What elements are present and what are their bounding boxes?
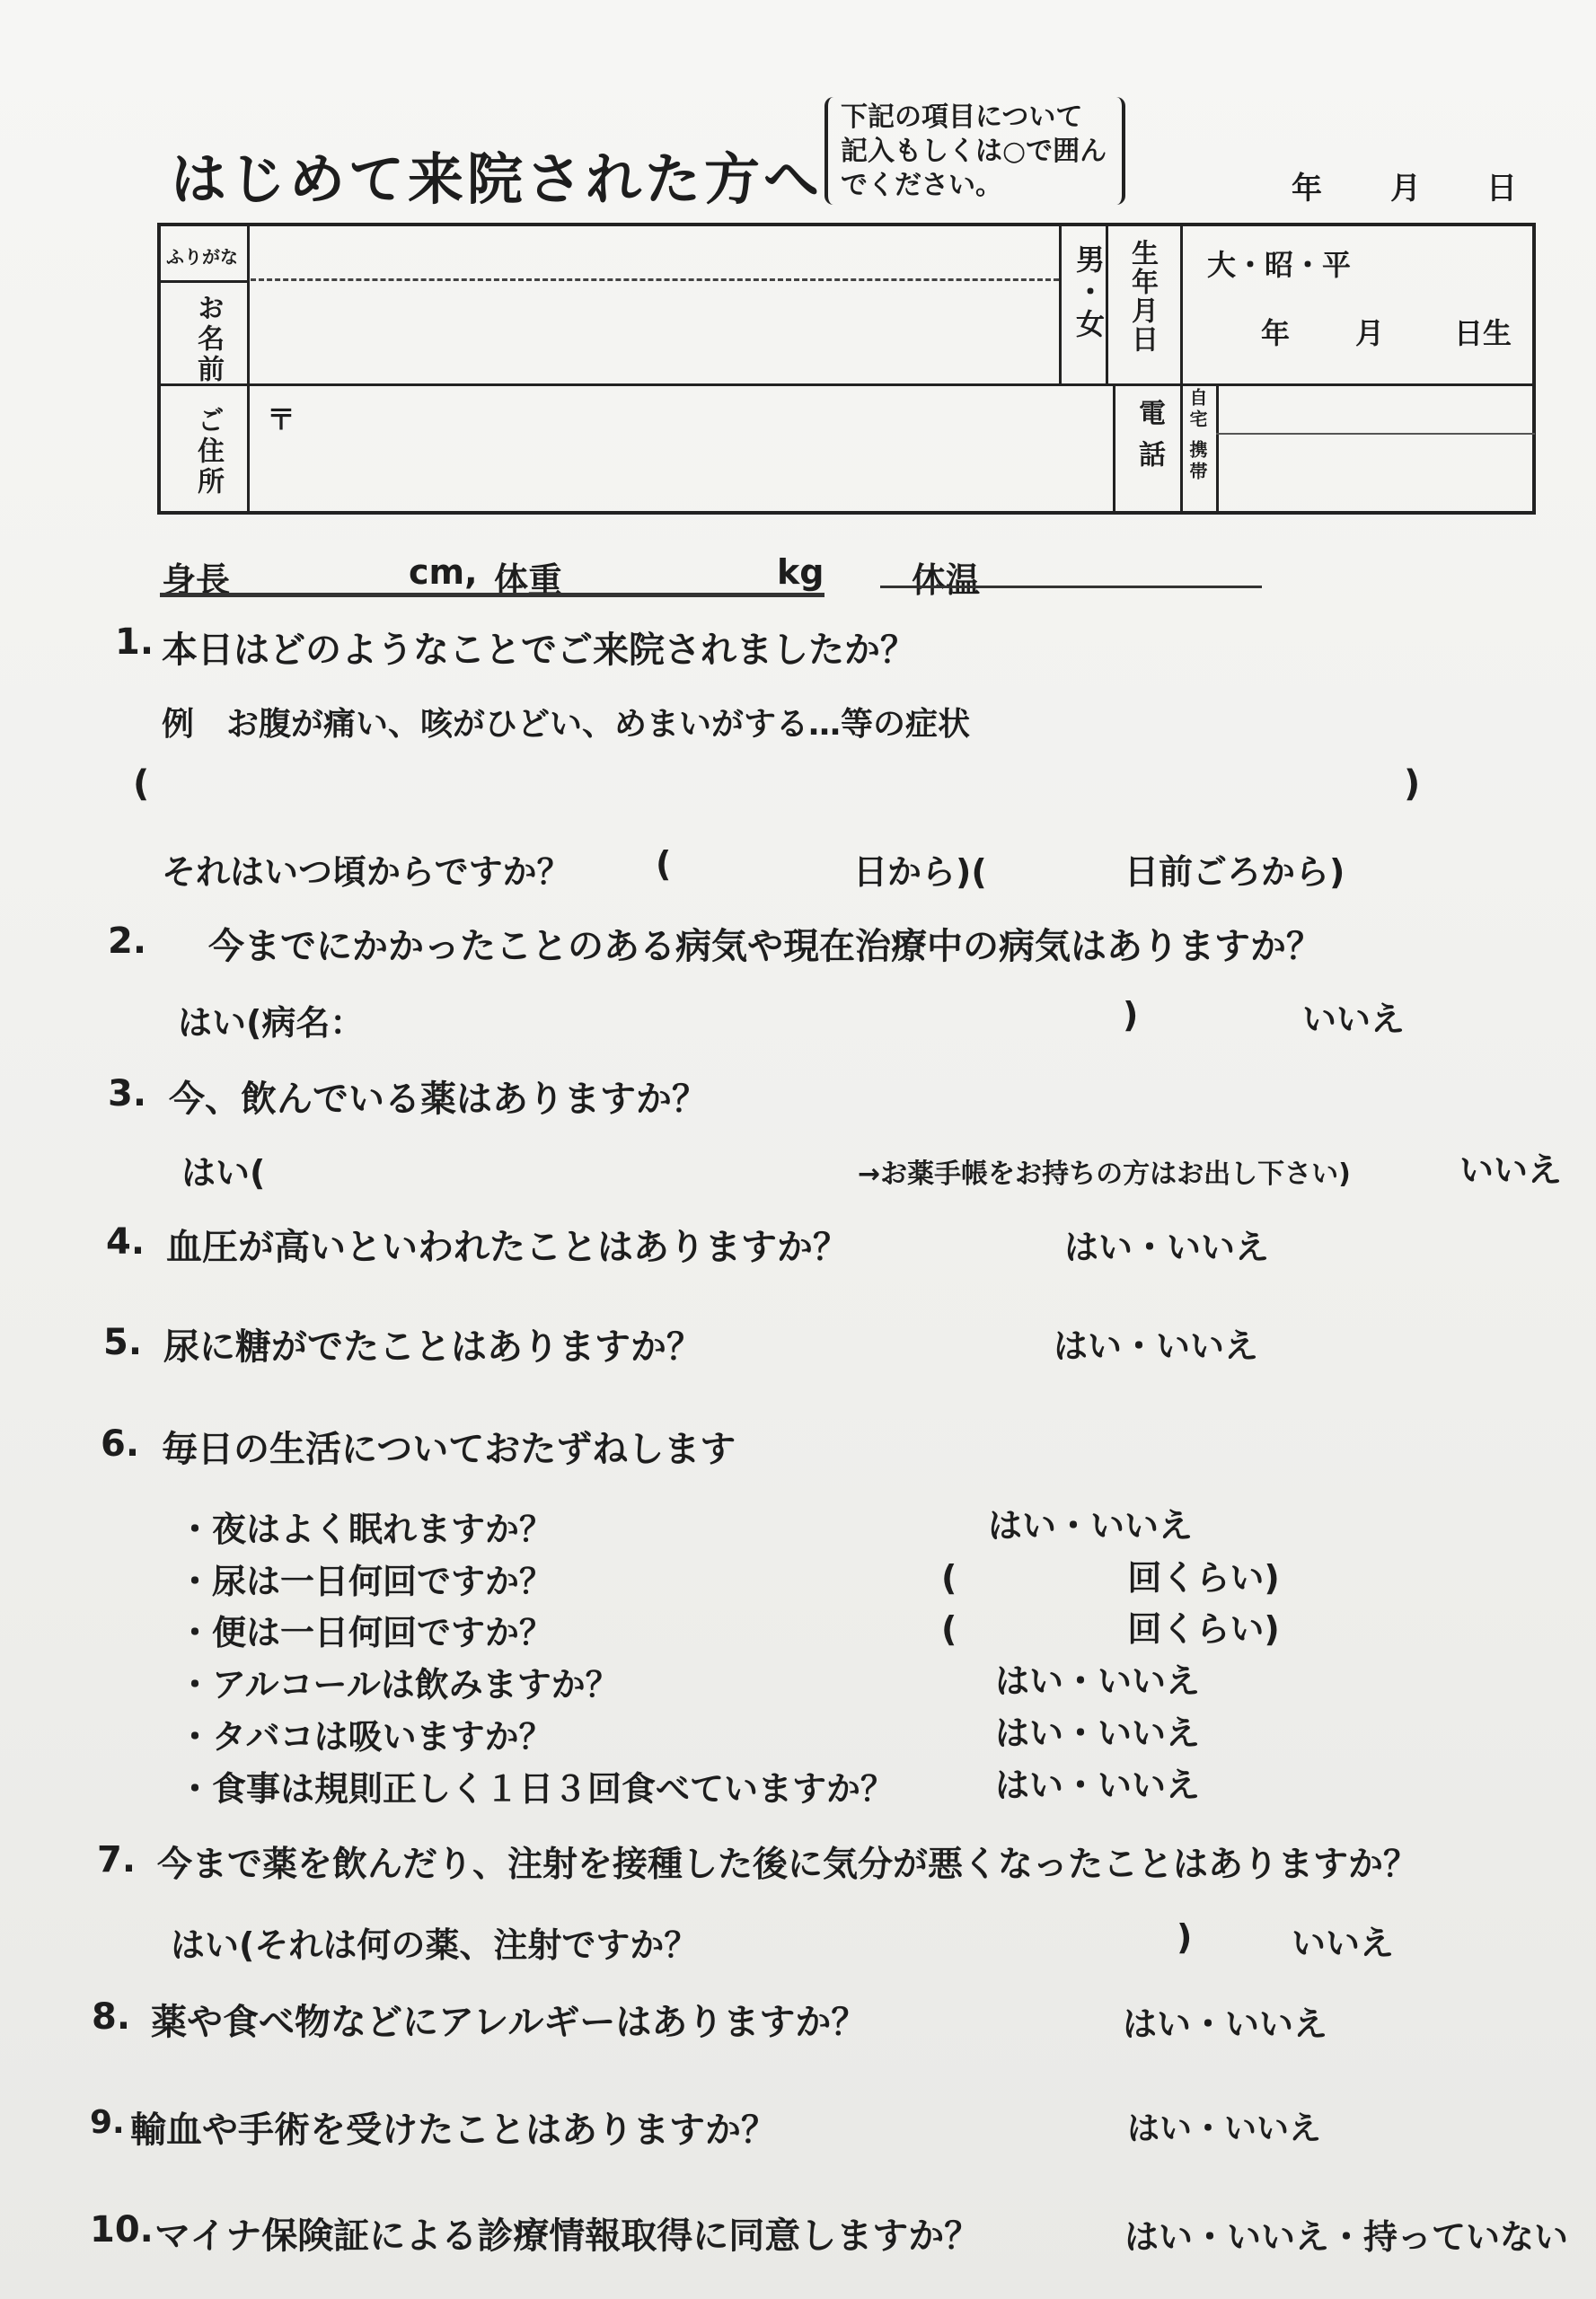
q1-number: 1. [115,621,154,663]
q1-since-open: ( [656,844,672,884]
address-label: ご住所 [192,406,224,498]
birth-year-label: 年 [1261,316,1291,350]
phone-label: 電話 [1133,399,1165,481]
q10-answer-options[interactable]: はい・いいえ・持っていない [1124,2217,1569,2257]
furigana-label: ふりがな [166,246,238,268]
q3-text: 今、飲んでいる薬はありますか？ [169,1079,708,1120]
q5-text: 尿に糖がでたことはありますか？ [163,1326,702,1368]
mobile-phone-field[interactable] [1221,438,1530,510]
q3-number: 3. [108,1073,147,1114]
q6-number: 6. [101,1423,140,1465]
q5-answer-options[interactable]: はい・いいえ [1054,1326,1259,1366]
q7-no-option[interactable]: いいえ [1292,1924,1395,1963]
q3-yes-option[interactable]: はい( [181,1153,266,1193]
q2-number: 2. [108,920,147,962]
address-field[interactable] [251,388,1108,509]
mobile-phone-label: 携帯 [1186,440,1208,483]
q10-number: 10. [90,2209,154,2251]
q2-yes-option[interactable]: はい(病名： [178,1003,365,1043]
temperature-underline [880,586,1262,588]
patient-info-table [157,223,1536,515]
era-options[interactable]: 大・昭・平 [1207,248,1352,282]
q7-close-paren: ) [1177,1917,1193,1957]
q1-since-days-ago: 日前ごろから) [1124,852,1345,892]
date-day-label: 日 [1486,171,1517,207]
home-phone-field[interactable] [1221,388,1530,431]
kg-unit: kg [777,552,824,592]
home-phone-label: 自宅 [1186,388,1208,431]
q4-answer-options[interactable]: はい・いいえ [1064,1228,1270,1267]
date-year-label: 年 [1292,171,1322,207]
q1-symptom-field[interactable] [162,763,1392,808]
q7-number: 7. [97,1839,137,1881]
q6-alcohol-answer[interactable]: はい・いいえ [995,1661,1201,1701]
birth-day-label: 日生 [1454,316,1512,350]
q9-text: 輸血や手術を受けたことはありますか？ [130,2110,777,2151]
q10-text: マイナ保険証による診療情報取得に同意しますか？ [154,2215,981,2257]
q7-text: 今まで薬を飲んだり、注射を接種した後に気分が悪くなったことはありますか？ [157,1845,1419,1885]
q7-yes-option[interactable]: はい(それは何の薬、注射ですか？ [171,1925,699,1965]
date-month-label: 月 [1390,171,1421,207]
q6-item-meals: ・食事は規則正しく１日３回食べていますか？ [178,1769,895,1809]
q3-medication-note: →お薬手帳をお持ちの方はお出し下さい) [858,1158,1351,1190]
cm-unit: cm, [409,552,478,592]
q6-item-urine: ・尿は一日何回ですか？ [178,1562,554,1601]
height-label: 身長 [162,560,231,600]
q5-number: 5. [103,1322,143,1363]
instruction-note: 下記の項目について記入もしくは○で囲んでください。 [824,97,1125,205]
q2-no-option[interactable]: いいえ [1302,1000,1406,1039]
q6-tobacco-answer[interactable]: はい・いいえ [995,1713,1201,1753]
q3-no-option[interactable]: いいえ [1459,1150,1563,1190]
q8-answer-options[interactable]: はい・いいえ [1123,2004,1328,2044]
form-title: はじめて来院された方へ [171,146,824,212]
q1-example: 例 お腹が痛い、咳がひどい、めまいがする…等の症状 [162,706,971,743]
weight-label: 体重 [494,560,563,600]
birthdate-label: 生年月日 [1126,239,1158,354]
name-label: お名前 [192,294,224,385]
furigana-field[interactable] [251,230,1055,275]
q1-open-paren: ( [133,763,150,805]
q6-urine-answer[interactable]: ( 回くらい) [941,1558,1280,1598]
q1-text: 本日はどのようなことでご来院されましたか？ [162,630,916,671]
q1-since-question: それはいつ頃からですか？ [162,852,571,892]
q1-close-paren: ) [1404,763,1421,805]
q9-answer-options[interactable]: はい・いいえ [1127,2110,1322,2147]
temperature-label: 体温 [912,560,981,600]
q6-sleep-answer[interactable]: はい・いいえ [988,1506,1194,1546]
q6-item-alcohol: ・アルコールは飲みますか？ [178,1665,620,1704]
q6-item-sleep: ・夜はよく眠れますか？ [178,1510,554,1549]
postal-mark: 〒 [267,402,296,436]
q6-meals-answer[interactable]: はい・いいえ [995,1766,1201,1805]
gender-options[interactable]: 男・女 [1071,244,1106,341]
q4-text: 血圧が高いといわれたことはありますか？ [166,1227,849,1268]
q6-item-tobacco: ・タバコは吸いますか？ [178,1717,553,1757]
q6-stool-answer[interactable]: ( 回くらい) [941,1609,1280,1649]
q6-text: 毎日の生活についておたずねします [162,1429,736,1470]
birth-month-label: 月 [1355,316,1385,350]
q6-item-stool: ・便は一日何回ですか？ [178,1613,554,1652]
q8-text: 薬や食べ物などにアレルギーはありますか？ [151,2002,868,2043]
q1-since-days: 日から)( [853,852,987,892]
q4-number: 4. [106,1221,145,1263]
q2-close-paren: ) [1123,995,1139,1035]
vitals-underline [160,593,824,597]
name-field[interactable] [251,284,1055,378]
q2-text: 今までにかかったことのある病気や現在治療中の病気はありますか？ [208,926,1322,967]
q8-number: 8. [92,1996,131,2038]
q9-number: 9. [90,2104,125,2141]
